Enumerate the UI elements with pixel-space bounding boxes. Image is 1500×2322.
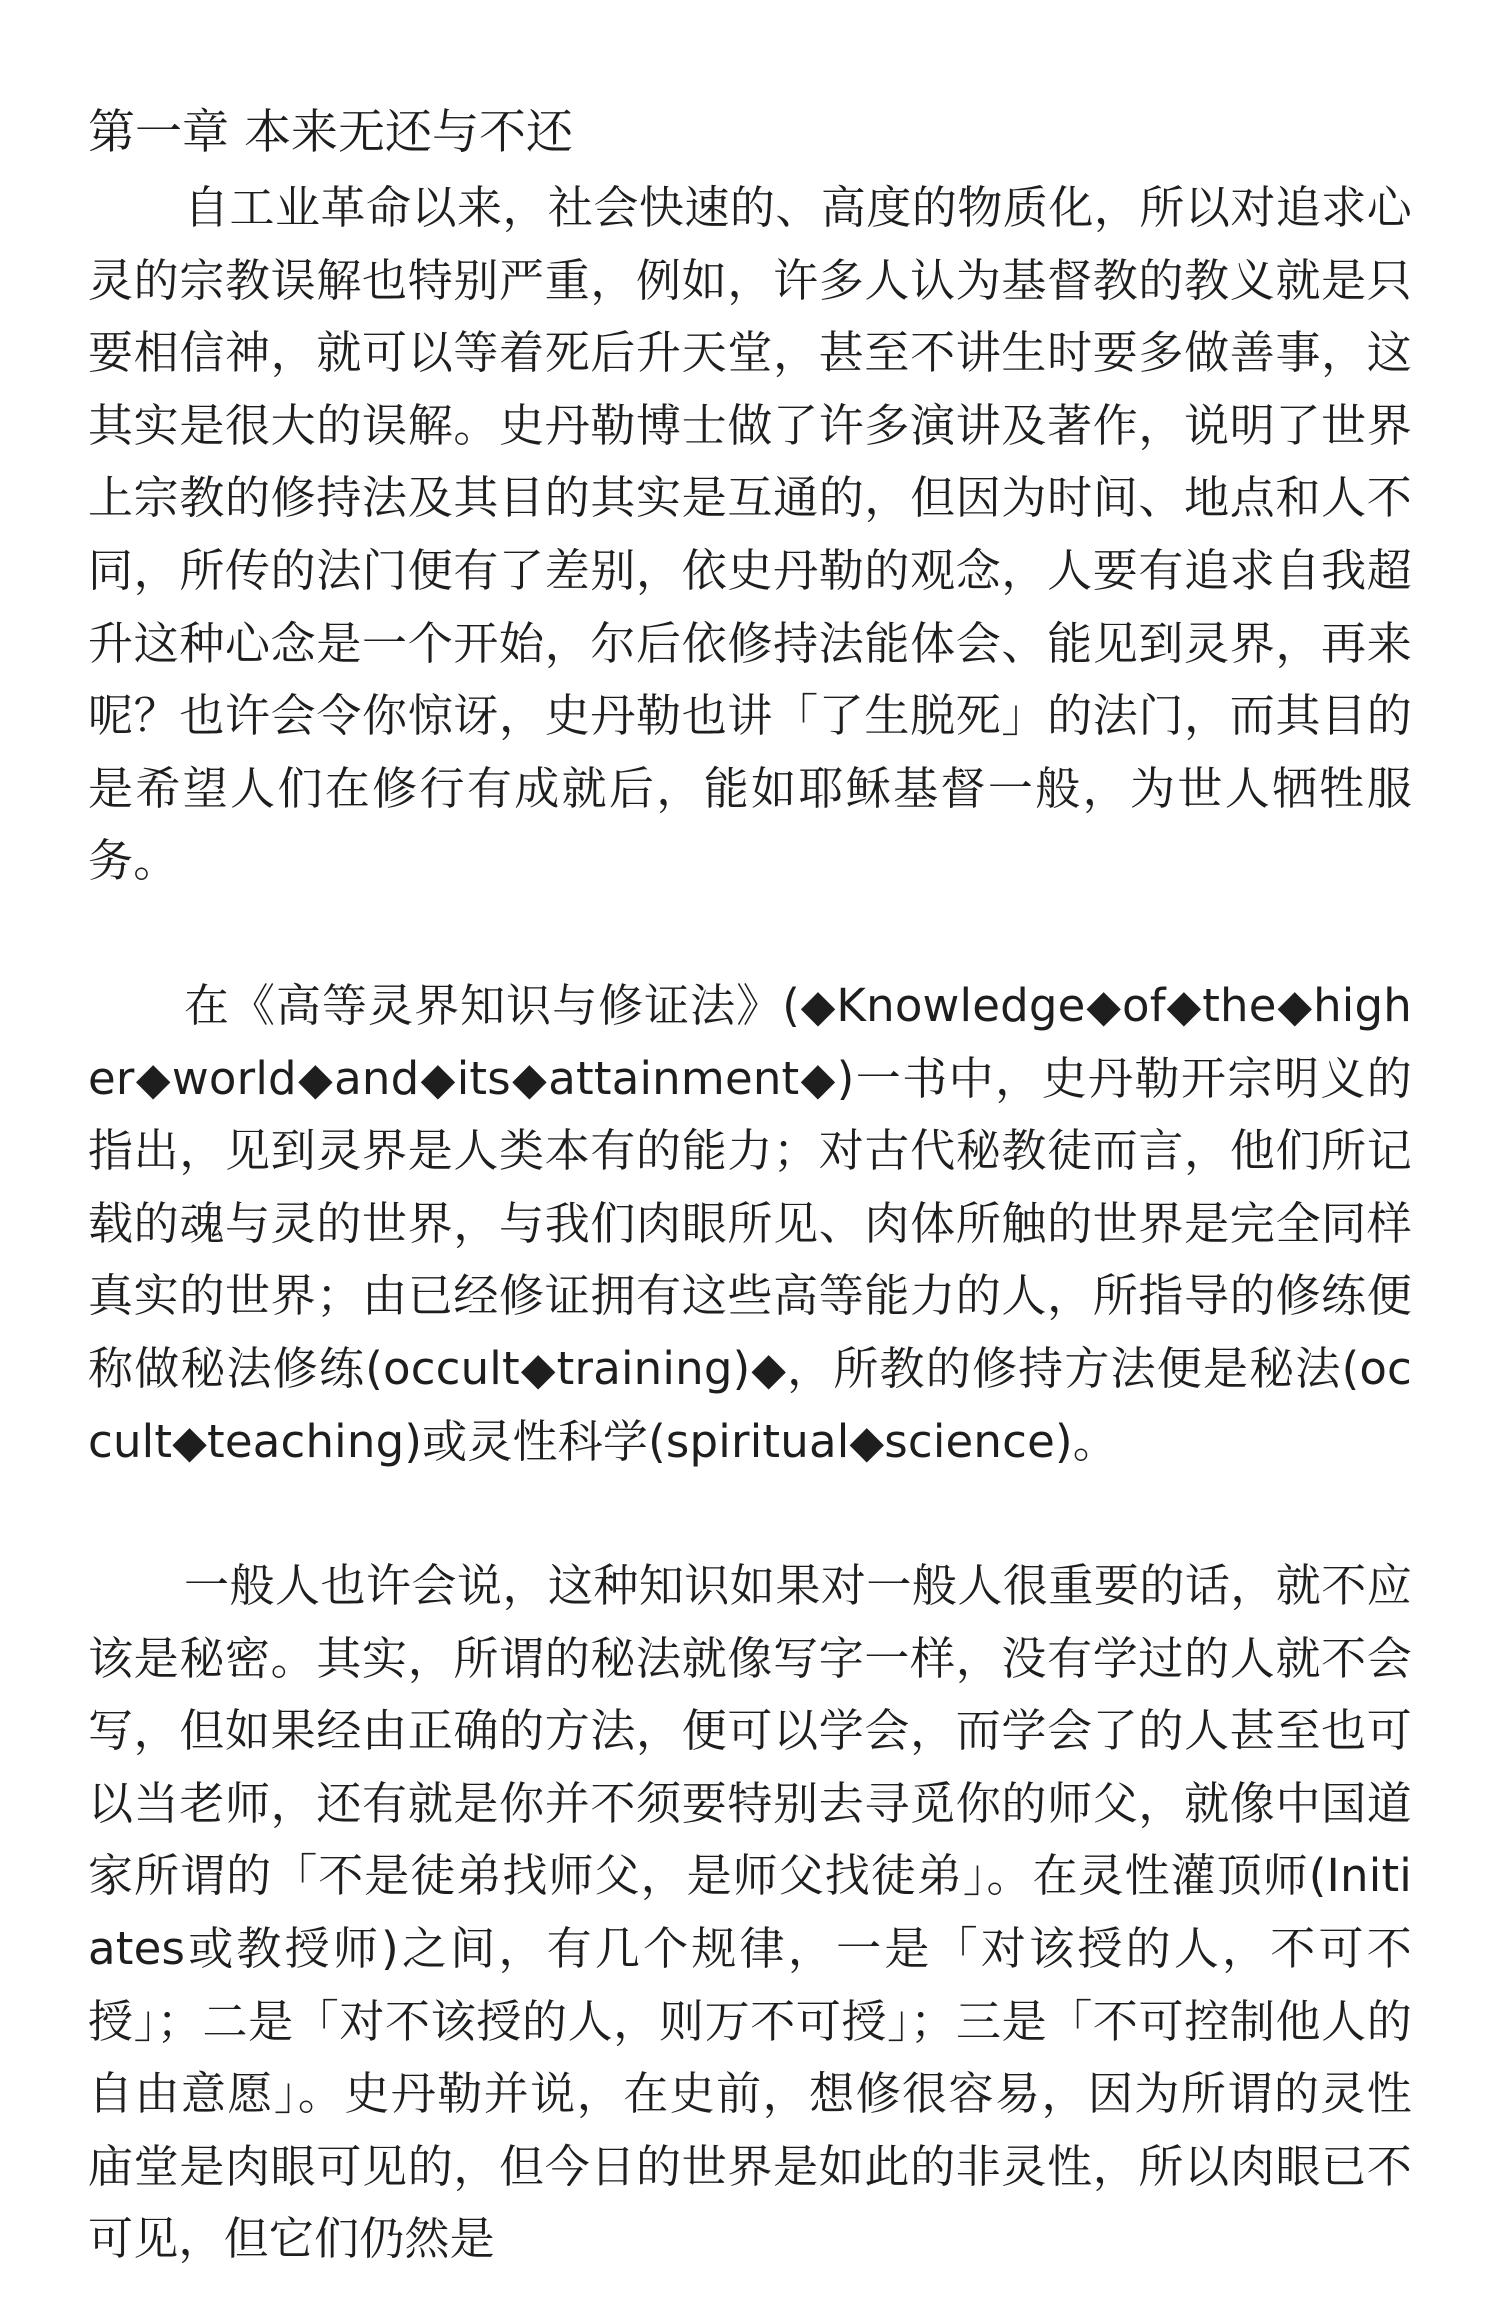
chapter-title: 第一章 本来无还与不还 <box>88 105 573 160</box>
paragraph-1: 自工业革命以来，社会快速的、高度的物质化，所以对追求心灵的宗教误解也特别严重，例如，许多人认为基督教的教义就是只要相信神，就可以等着死后升天堂，甚至不讲生时要多做善事，这其实是很大的误解。史丹勒博士做了许多演讲及著作，说明了世界上宗教的修持法及其目的其实是互通的，但因为时间、地点和人不同，所传的法门便有了差别，依史丹勒的观念，人要有追求自我超升这种心念是一个开始，尔后依修持法能体会、能见到灵界，再来呢？也许会令你惊讶，史丹勒也讲「了生脱死」的法门，而其目的是希望人们在修行有成就后，能如耶稣基督一般，为世人牺牲服务。 <box>88 181 1412 888</box>
paragraph-3: 一般人也许会说，这种知识如果对一般人很重要的话，就不应该是秘密。其实，所谓的秘法就像写字一样，没有学过的人就不会写，但如果经由正确的方法，便可以学会，而学会了的人甚至也可以当老师，还有就是你并不须要特别去寻觅你的师父，就像中国道家所谓的「不是徒弟找师父，是师父找徒弟」。在灵性灌顶师(Initiates或教授师)之间，有几个规律，一是「对该授的人，不可不授」；二是「对不该授的人，则万不可授」；三是「不可控制他人的自由意愿」。史丹勒并说，在史前，想修很容易，因为所谓的灵性庙堂是肉眼可见的，但今日的世界是如此的非灵性，所以肉眼已不可见，但它们仍然是 <box>88 1559 1412 2266</box>
paragraph-2: 在《高等灵界知识与修证法》(◆Knowledge◆of◆the◆higher◆world◆and◆its◆attainment◆)一书中，史丹勒开宗明义的指出，见到灵界是人类本有的能力；对古代秘教徒而言，他们所记载的魂与灵的世界，与我们肉眼所见、肉体所触的世界是完全同样真实的世界；由已经修证拥有这些高等能力的人，所指导的修练便称做秘法修练(occult◆training)◆，所教的修持方法便是秘法(occult◆teaching)或灵性科学(spiritual◆science)。 <box>88 978 1412 1468</box>
